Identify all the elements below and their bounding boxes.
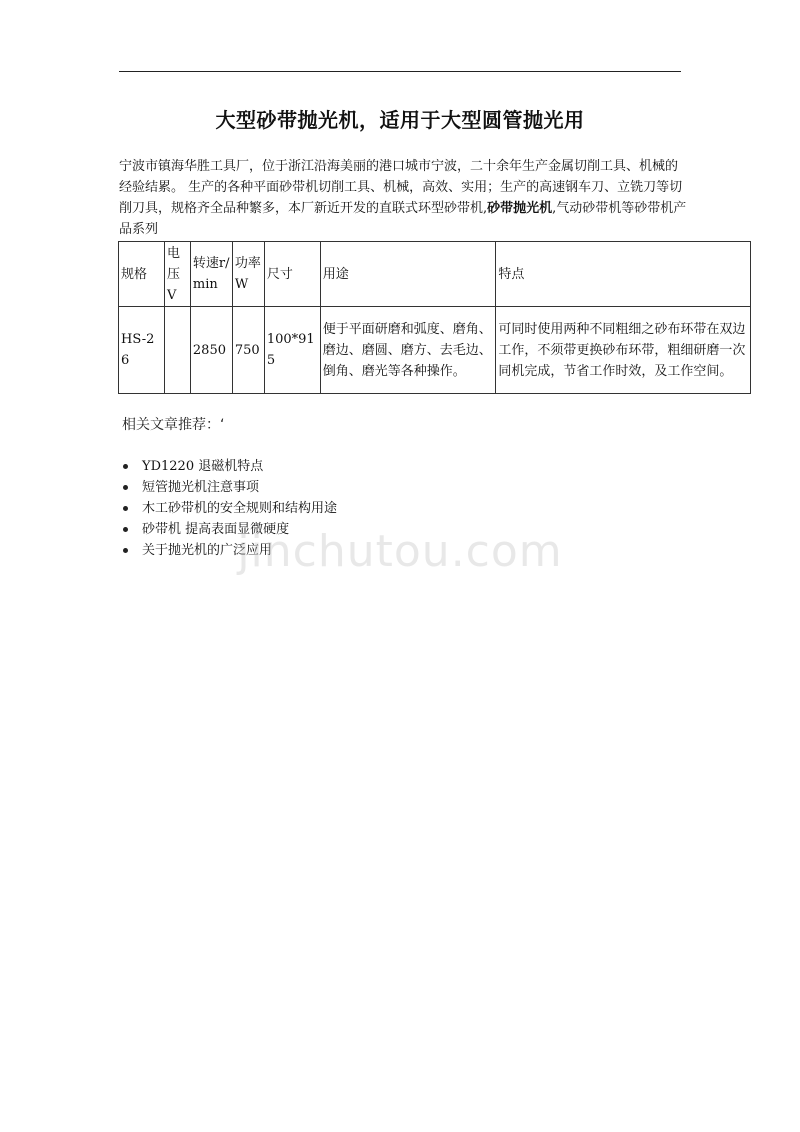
related-article-link[interactable]: 木工砂带机的安全规则和结构用途 [122, 498, 337, 519]
intro-bold-link: 砂带抛光机 [487, 201, 553, 216]
cell-size: 100*915 [264, 307, 320, 394]
related-article-link[interactable]: 砂带机 提高表面显微硬度 [122, 519, 337, 540]
header-rule [119, 71, 681, 72]
related-article-link[interactable]: YD1220 退磁机特点 [122, 456, 337, 477]
related-articles-list [122, 456, 337, 561]
header-cell-usage: 用途 [320, 242, 496, 307]
cell-usage: 便于平面研磨和弧度、磨角、磨边、磨圆、磨方、去毛边、倒角、磨光等各种操作。 [320, 307, 496, 394]
cell-power: 750 [232, 307, 264, 394]
header-cell-features: 特点 [496, 242, 751, 307]
header-cell-speed: 转速r/min [190, 242, 232, 307]
table-row [119, 307, 751, 394]
intro-text: 宁波市镇海华胜工具厂，位于浙江沿海美丽的港口城市宁波，二十余年生产金属切削工具、机械的经验结累。 生产的各种平面砂带机切削工具、机械，高效、实用；生产的高速钢车刀、立铣刀等切削刀具，规格齐全品种繁多，本厂新近开发的直联式环型砂带机, [119, 159, 683, 216]
cell-voltage [164, 307, 190, 394]
intro-text-end: ,气动砂带机等砂带机产品系列 [119, 201, 687, 237]
cell-speed: 2850 [190, 307, 232, 394]
cell-features: 可同时使用两种不同粗细之砂布环带在双边工作，不须带更换砂布环带，粗细研磨一次同机完成，节省工作时效，及工作空间。 [496, 307, 751, 394]
cell-model: HS-26 [119, 307, 165, 394]
related-article-link[interactable]: 关于抛光机的广泛应用 [122, 540, 337, 561]
header-cell-voltage: 电压V [164, 242, 190, 307]
page-title: 大型砂带抛光机，适用于大型圆管抛光用 [215, 108, 585, 132]
spec-table [118, 241, 751, 394]
watermark: jinchutou.com [237, 526, 563, 577]
header-cell-model: 规格 [119, 242, 165, 307]
table-header-row [119, 242, 751, 307]
header-cell-power: 功率W [232, 242, 264, 307]
related-article-link[interactable]: 短管抛光机注意事项 [122, 477, 337, 498]
related-articles-title: 相关文章推荐：‘ [122, 417, 225, 433]
intro-paragraph [119, 156, 689, 240]
header-cell-size: 尺寸 [264, 242, 320, 307]
